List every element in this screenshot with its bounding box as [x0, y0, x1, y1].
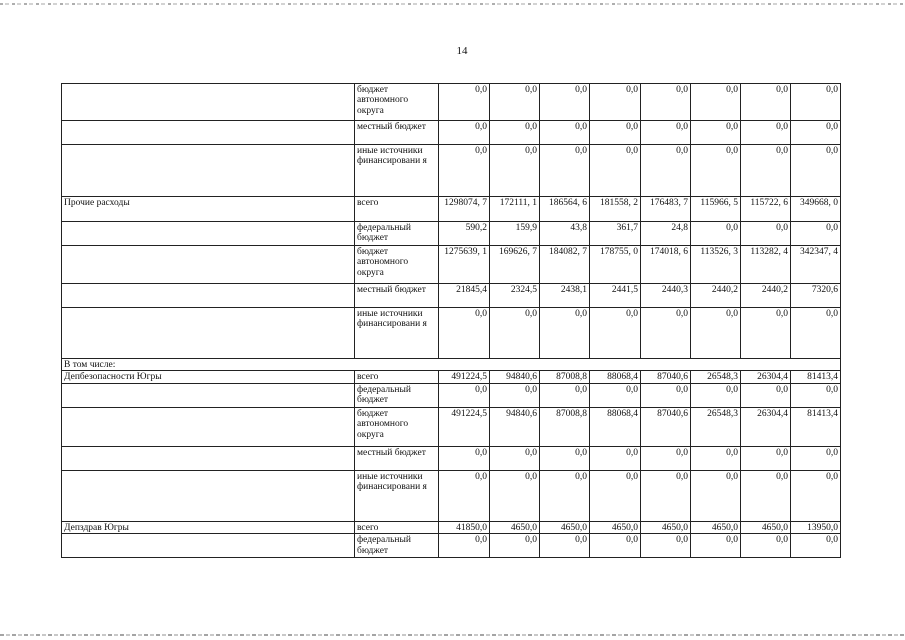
value-cell: 113526, 3 — [691, 246, 741, 284]
value-cell: 115966, 5 — [691, 197, 741, 222]
value-cell: 0,0 — [741, 446, 791, 470]
value-cell: 2440,3 — [641, 284, 691, 308]
funding-source-cell: федеральный бюджет — [355, 534, 439, 558]
value-cell: 0,0 — [691, 534, 741, 558]
funding-source-cell: местный бюджет — [355, 121, 439, 145]
value-cell: 0,0 — [691, 84, 741, 121]
table-row — [62, 534, 841, 558]
funding-source-cell: всего — [355, 521, 439, 533]
value-cell: 0,0 — [641, 383, 691, 407]
expense-name-cell — [62, 383, 355, 407]
value-cell: 41850,0 — [439, 521, 490, 533]
value-cell: 88068,4 — [590, 371, 641, 383]
funding-source-cell: федеральный бюджет — [355, 383, 439, 407]
value-cell: 4650,0 — [741, 521, 791, 533]
value-cell: 0,0 — [490, 308, 540, 359]
funding-source-cell: бюджет автономного округа — [355, 84, 439, 121]
value-cell: 4650,0 — [590, 521, 641, 533]
table-row — [62, 284, 841, 308]
value-cell: 26548,3 — [691, 407, 741, 446]
value-cell: 88068,4 — [590, 407, 641, 446]
value-cell: 0,0 — [439, 84, 490, 121]
value-cell: 81413,4 — [791, 407, 841, 446]
expense-name-cell — [62, 534, 355, 558]
value-cell: 0,0 — [741, 470, 791, 521]
value-cell: 94840,6 — [490, 407, 540, 446]
value-cell: 0,0 — [590, 383, 641, 407]
value-cell: 0,0 — [791, 84, 841, 121]
value-cell: 81413,4 — [791, 371, 841, 383]
value-cell: 0,0 — [590, 84, 641, 121]
value-cell: 0,0 — [741, 534, 791, 558]
value-cell: 0,0 — [490, 145, 540, 197]
expense-name-cell — [62, 222, 355, 246]
value-cell: 0,0 — [791, 446, 841, 470]
value-cell: 0,0 — [691, 383, 741, 407]
value-cell: 0,0 — [741, 121, 791, 145]
value-cell: 13950,0 — [791, 521, 841, 533]
funding-source-cell: всего — [355, 371, 439, 383]
expense-name-cell: Депбезопасности Югры — [62, 371, 355, 383]
value-cell: 0,0 — [641, 470, 691, 521]
funding-source-cell: иные источники финансировани я — [355, 470, 439, 521]
value-cell: 342347, 4 — [791, 246, 841, 284]
value-cell: 2440,2 — [691, 284, 741, 308]
table-row — [62, 84, 841, 121]
table-row — [62, 446, 841, 470]
table-row — [62, 246, 841, 284]
value-cell: 181558, 2 — [590, 197, 641, 222]
value-cell: 0,0 — [490, 383, 540, 407]
value-cell: 4650,0 — [540, 521, 590, 533]
value-cell: 361,7 — [590, 222, 641, 246]
value-cell: 26548,3 — [691, 371, 741, 383]
scan-edge-bottom — [0, 634, 905, 636]
value-cell: 0,0 — [691, 470, 741, 521]
value-cell: 0,0 — [791, 222, 841, 246]
funding-source-cell: иные источники финансировани я — [355, 308, 439, 359]
expense-name-cell: Депздрав Югры — [62, 521, 355, 533]
value-cell: 87040,6 — [641, 407, 691, 446]
value-cell: 0,0 — [490, 84, 540, 121]
value-cell: 176483, 7 — [641, 197, 691, 222]
value-cell: 0,0 — [791, 470, 841, 521]
value-cell: 0,0 — [590, 145, 641, 197]
value-cell: 2324,5 — [490, 284, 540, 308]
value-cell: 0,0 — [439, 383, 490, 407]
expense-name-cell — [62, 470, 355, 521]
value-cell: 174018, 6 — [641, 246, 691, 284]
value-cell: 26304,4 — [741, 407, 791, 446]
funding-source-cell: местный бюджет — [355, 446, 439, 470]
value-cell: 0,0 — [641, 446, 691, 470]
value-cell: 94840,6 — [490, 371, 540, 383]
budget-table-body — [62, 84, 841, 558]
value-cell: 0,0 — [791, 383, 841, 407]
value-cell: 0,0 — [439, 534, 490, 558]
value-cell: 87008,8 — [540, 371, 590, 383]
value-cell: 0,0 — [590, 446, 641, 470]
value-cell: 186564, 6 — [540, 197, 590, 222]
value-cell: 178755, 0 — [590, 246, 641, 284]
value-cell: 0,0 — [641, 308, 691, 359]
value-cell: 4650,0 — [691, 521, 741, 533]
value-cell: 0,0 — [641, 84, 691, 121]
value-cell: 115722, 6 — [741, 197, 791, 222]
value-cell: 0,0 — [590, 121, 641, 145]
value-cell: 0,0 — [741, 222, 791, 246]
value-cell: 0,0 — [791, 534, 841, 558]
expense-name-cell — [62, 121, 355, 145]
value-cell: 0,0 — [439, 145, 490, 197]
value-cell: 1275639, 1 — [439, 246, 490, 284]
value-cell: 87008,8 — [540, 407, 590, 446]
expense-name-cell: Прочие расходы — [62, 197, 355, 222]
funding-source-cell: местный бюджет — [355, 284, 439, 308]
value-cell: 0,0 — [691, 145, 741, 197]
value-cell: 0,0 — [490, 121, 540, 145]
value-cell: 0,0 — [691, 308, 741, 359]
value-cell: 0,0 — [741, 383, 791, 407]
value-cell: 184082, 7 — [540, 246, 590, 284]
section-row — [62, 359, 841, 371]
table-row — [62, 197, 841, 222]
value-cell: 0,0 — [691, 222, 741, 246]
funding-source-cell: бюджет автономного округа — [355, 407, 439, 446]
expense-name-cell — [62, 284, 355, 308]
funding-source-cell: иные источники финансировани я — [355, 145, 439, 197]
expense-name-cell — [62, 246, 355, 284]
value-cell: 491224,5 — [439, 407, 490, 446]
funding-source-cell: федеральный бюджет — [355, 222, 439, 246]
value-cell: 0,0 — [691, 446, 741, 470]
value-cell: 172111, 1 — [490, 197, 540, 222]
value-cell: 0,0 — [540, 383, 590, 407]
value-cell: 0,0 — [490, 534, 540, 558]
value-cell: 0,0 — [439, 308, 490, 359]
value-cell: 21845,4 — [439, 284, 490, 308]
value-cell: 2441,5 — [590, 284, 641, 308]
value-cell: 0,0 — [540, 84, 590, 121]
value-cell: 0,0 — [741, 145, 791, 197]
value-cell: 590,2 — [439, 222, 490, 246]
value-cell: 7320,6 — [791, 284, 841, 308]
funding-source-cell: всего — [355, 197, 439, 222]
value-cell: 26304,4 — [741, 371, 791, 383]
value-cell: 0,0 — [439, 470, 490, 521]
value-cell: 0,0 — [540, 534, 590, 558]
expense-name-cell — [62, 407, 355, 446]
value-cell: 0,0 — [439, 121, 490, 145]
value-cell: 0,0 — [540, 470, 590, 521]
value-cell: 113282, 4 — [741, 246, 791, 284]
expense-name-cell — [62, 446, 355, 470]
table-row — [62, 383, 841, 407]
value-cell: 0,0 — [641, 534, 691, 558]
value-cell: 0,0 — [490, 446, 540, 470]
table-row — [62, 308, 841, 359]
value-cell: 0,0 — [641, 145, 691, 197]
value-cell: 0,0 — [590, 308, 641, 359]
value-cell: 0,0 — [590, 534, 641, 558]
table-row — [62, 521, 841, 533]
section-label: В том числе: — [62, 359, 841, 371]
value-cell: 2440,2 — [741, 284, 791, 308]
table-row — [62, 470, 841, 521]
scan-edge-top — [0, 3, 905, 5]
value-cell: 0,0 — [691, 121, 741, 145]
value-cell: 0,0 — [741, 308, 791, 359]
table-row — [62, 222, 841, 246]
value-cell: 0,0 — [741, 84, 791, 121]
value-cell: 0,0 — [590, 470, 641, 521]
expense-name-cell — [62, 308, 355, 359]
table-row — [62, 407, 841, 446]
value-cell: 0,0 — [791, 121, 841, 145]
table-row — [62, 121, 841, 145]
value-cell: 0,0 — [791, 145, 841, 197]
value-cell: 0,0 — [540, 308, 590, 359]
budget-table — [61, 83, 841, 558]
value-cell: 2438,1 — [540, 284, 590, 308]
value-cell: 0,0 — [641, 121, 691, 145]
value-cell: 349668, 0 — [791, 197, 841, 222]
expense-name-cell — [62, 145, 355, 197]
expense-name-cell — [62, 84, 355, 121]
page-number: 14 — [456, 45, 468, 57]
value-cell: 4650,0 — [641, 521, 691, 533]
value-cell: 1298074, 7 — [439, 197, 490, 222]
table-row — [62, 371, 841, 383]
value-cell: 0,0 — [540, 121, 590, 145]
value-cell: 0,0 — [439, 446, 490, 470]
value-cell: 24,8 — [641, 222, 691, 246]
value-cell: 43,8 — [540, 222, 590, 246]
value-cell: 169626, 7 — [490, 246, 540, 284]
funding-source-cell: бюджет автономного округа — [355, 246, 439, 284]
table-row — [62, 145, 841, 197]
value-cell: 491224,5 — [439, 371, 490, 383]
value-cell: 159,9 — [490, 222, 540, 246]
value-cell: 0,0 — [490, 470, 540, 521]
value-cell: 87040,6 — [641, 371, 691, 383]
value-cell: 0,0 — [791, 308, 841, 359]
value-cell: 4650,0 — [490, 521, 540, 533]
value-cell: 0,0 — [540, 145, 590, 197]
value-cell: 0,0 — [540, 446, 590, 470]
